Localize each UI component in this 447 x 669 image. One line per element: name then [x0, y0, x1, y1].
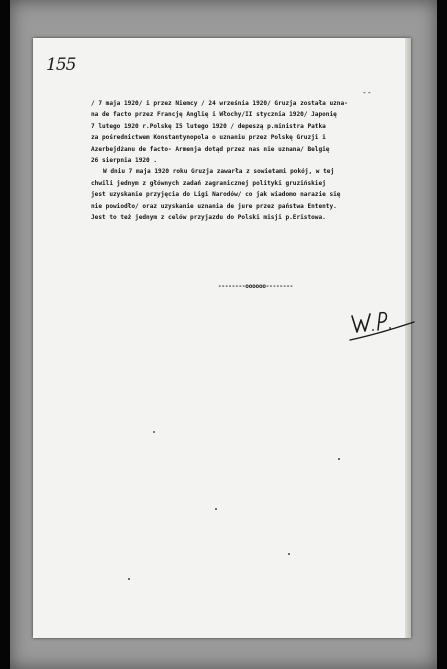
document-page	[33, 38, 411, 638]
paper-speck	[338, 458, 340, 460]
text-line: za pośrednictwem Konstantynopola o uznaniu przez Polskę Gruzji i	[91, 134, 326, 142]
text-line: na de facto przez Francję Anglię i Włochy/II stycznia 1920/ Japonię	[91, 111, 337, 119]
paper-speck	[288, 553, 290, 555]
text-line: jest uzyskanie przyjęcia do Ligi Narodów/ co jak wiadomo narazie się	[91, 191, 341, 199]
paper-speck	[128, 578, 130, 580]
text-line: chwili jednym z głównych zadań zagranicznej polityki gruzińskiej	[91, 179, 326, 187]
handwritten-signature	[348, 306, 418, 346]
text-line: / 7 maja 1920/ i przez Niemcy / 24 września 1920/ Gruzja została uzna-	[91, 100, 348, 107]
text-line: W dniu 7 maja 1920 roku Gruzja zawarła z sowietami pokój, w tej	[103, 168, 335, 176]
text-line: nie powiodło/ oraz uzyskanie uznania de jure przez państwa Ententy.	[91, 202, 337, 210]
text-line: Azerbejdżanu de facto- Armenja dotąd przez nas nie uznana/ Belgię	[91, 145, 330, 153]
text-line: 7 lutego 1920 r.Polskę I5 lutego 1920 / depeszą p.ministra Patka	[91, 122, 326, 130]
paper-speck	[153, 431, 155, 433]
text-line: 26 sierpnia 1920 .	[91, 157, 158, 165]
top-mark: --	[362, 88, 372, 97]
document-body	[91, 98, 409, 223]
section-separator: --------oooooo--------	[218, 283, 294, 290]
paper-speck	[215, 508, 217, 510]
text-line: Jest to też jednym z celów przyjazdu do Polski misji p.Eristowa.	[91, 214, 326, 222]
folio-number: 155	[46, 55, 76, 75]
